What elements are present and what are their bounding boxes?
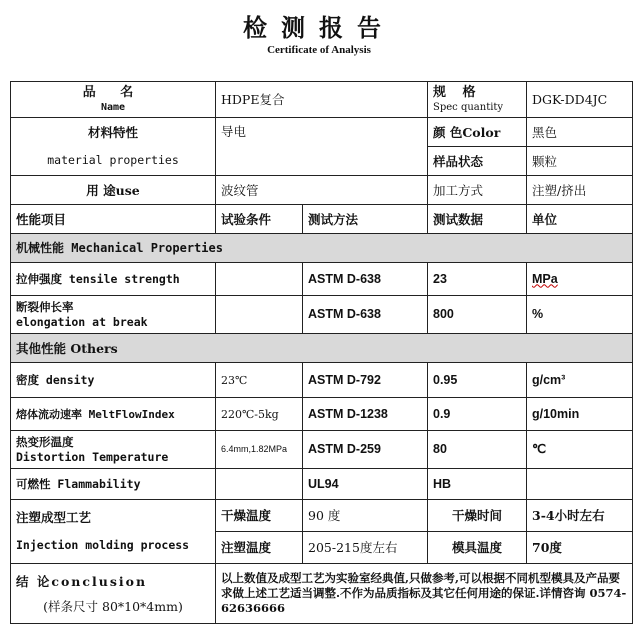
- column-header-row: [11, 205, 633, 234]
- col-header-item: 性能项目: [11, 205, 216, 234]
- row-condition: [216, 296, 303, 334]
- section-other: 其他性能 Others: [11, 334, 633, 363]
- conclusion-row: [11, 564, 633, 624]
- usage-label: 用 途use: [11, 176, 216, 205]
- conclusion-label: 结 论conclusion: [16, 573, 148, 589]
- info-row-name: [11, 82, 633, 118]
- row-value: HB: [428, 469, 527, 500]
- row-method: ASTM D-792: [303, 363, 428, 398]
- name-label-cn: 品 名: [82, 84, 144, 100]
- section-other-row: [11, 334, 633, 363]
- sample-state-label: 样品状态: [428, 147, 527, 176]
- row-condition: 6.4mm,1.82MPa: [216, 431, 303, 469]
- col-header-unit: 单位: [527, 205, 633, 234]
- info-row-material: [11, 118, 633, 147]
- row-condition: 23℃: [216, 363, 303, 398]
- table-row: [11, 398, 633, 431]
- die-temp-label: 模具温度: [428, 532, 527, 564]
- row-value: 800: [428, 296, 527, 334]
- col-header-method: 测试方法: [303, 205, 428, 234]
- name-label-en: Name: [100, 101, 126, 113]
- col-header-condition: 试验条件: [216, 205, 303, 234]
- report-subtitle: Certificate of Analysis: [267, 44, 371, 56]
- name-label-cell: [11, 82, 216, 118]
- name-value: HDPE复合: [216, 82, 428, 118]
- row-item: 拉伸强度 tensile strength: [11, 263, 216, 296]
- process-label: 加工方式: [428, 176, 527, 205]
- col-header-data: 测试数据: [428, 205, 527, 234]
- row-item: [11, 296, 216, 334]
- row-method: ASTM D-638: [303, 296, 428, 334]
- color-value: 黑色: [527, 118, 633, 147]
- row-method: ASTM D-638: [303, 263, 428, 296]
- spec-label-cn: 规 格: [433, 84, 482, 100]
- section-mechanical: 机械性能 Mechanical Properties: [11, 234, 633, 263]
- unit-text: MPa: [532, 271, 558, 286]
- sample-state-value: 颗粒: [527, 147, 633, 176]
- row-value: 0.9: [428, 398, 527, 431]
- color-label: 颜 色Color: [428, 118, 527, 147]
- row-item: 密度 density: [11, 363, 216, 398]
- molding-label-cn: 注塑成型工艺: [16, 510, 92, 525]
- usage-value: 波纹管: [216, 176, 428, 205]
- dry-time-value: 3-4小时左右: [527, 500, 633, 532]
- row-unit: [527, 469, 633, 500]
- info-row-usage: [11, 176, 633, 205]
- row-condition: [216, 469, 303, 500]
- row-item-en: Distortion Temperature: [16, 449, 169, 464]
- row-method: UL94: [303, 469, 428, 500]
- molding-label-cell: [11, 500, 216, 564]
- row-condition: 220℃-5kg: [216, 398, 303, 431]
- row-unit: %: [527, 296, 633, 334]
- row-method: ASTM D-1238: [303, 398, 428, 431]
- row-item-cn: 热变形温度: [16, 434, 74, 449]
- spec-label-en: Spec quantity: [433, 101, 504, 113]
- row-unit: g/10min: [527, 398, 633, 431]
- dry-temp-value: 90 度: [303, 500, 428, 532]
- molding-row-dry: [11, 500, 633, 532]
- conclusion-text: 以上数值及成型工艺为实验室经典值,只做参考,可以根据不同机型模具及产品要求做上述工艺适当调整.不作为品质指标及其它任何用途的保证.详情咨询 0574-62636666: [216, 564, 633, 624]
- row-unit: g/cm³: [527, 363, 633, 398]
- row-unit: ℃: [527, 431, 633, 469]
- material-value: 导电: [216, 118, 428, 176]
- row-value: 0.95: [428, 363, 527, 398]
- die-temp-value: 70度: [527, 532, 633, 564]
- spec-label-cell: [428, 82, 527, 118]
- spec-value: DGK-DD4JC: [527, 82, 633, 118]
- table-row: [11, 469, 633, 500]
- mold-temp-value: 205-215度左右: [303, 532, 428, 564]
- mold-temp-label: 注塑温度: [216, 532, 303, 564]
- table-row: [11, 263, 633, 296]
- table-row: [11, 363, 633, 398]
- material-label-cell: [11, 118, 216, 176]
- row-item-en: elongation at break: [16, 314, 148, 329]
- row-value: 23: [428, 263, 527, 296]
- row-item: 可燃性 Flammability: [11, 469, 216, 500]
- conclusion-label-cell: [11, 564, 216, 624]
- report-title: 检测报告: [243, 13, 395, 42]
- molding-label-en: Injection molding process: [16, 538, 190, 552]
- dry-time-label: 干燥时间: [428, 500, 527, 532]
- section-mechanical-row: [11, 234, 633, 263]
- specimen-size: (样条尺寸 80*10*4mm): [43, 598, 183, 614]
- certificate-table: [10, 81, 633, 624]
- dry-temp-label: 干燥温度: [216, 500, 303, 532]
- row-method: ASTM D-259: [303, 431, 428, 469]
- row-condition: [216, 263, 303, 296]
- row-unit: [527, 263, 633, 296]
- table-row: [11, 431, 633, 469]
- row-item: 熔体流动速率 MeltFlowIndex: [11, 398, 216, 431]
- row-value: 80: [428, 431, 527, 469]
- material-label-cn: 材料特性: [87, 125, 138, 140]
- row-item-cn: 断裂伸长率: [16, 299, 74, 314]
- material-label-en: material properties: [47, 153, 179, 167]
- row-item: [11, 431, 216, 469]
- process-value: 注塑/挤出: [527, 176, 633, 205]
- table-row: [11, 296, 633, 334]
